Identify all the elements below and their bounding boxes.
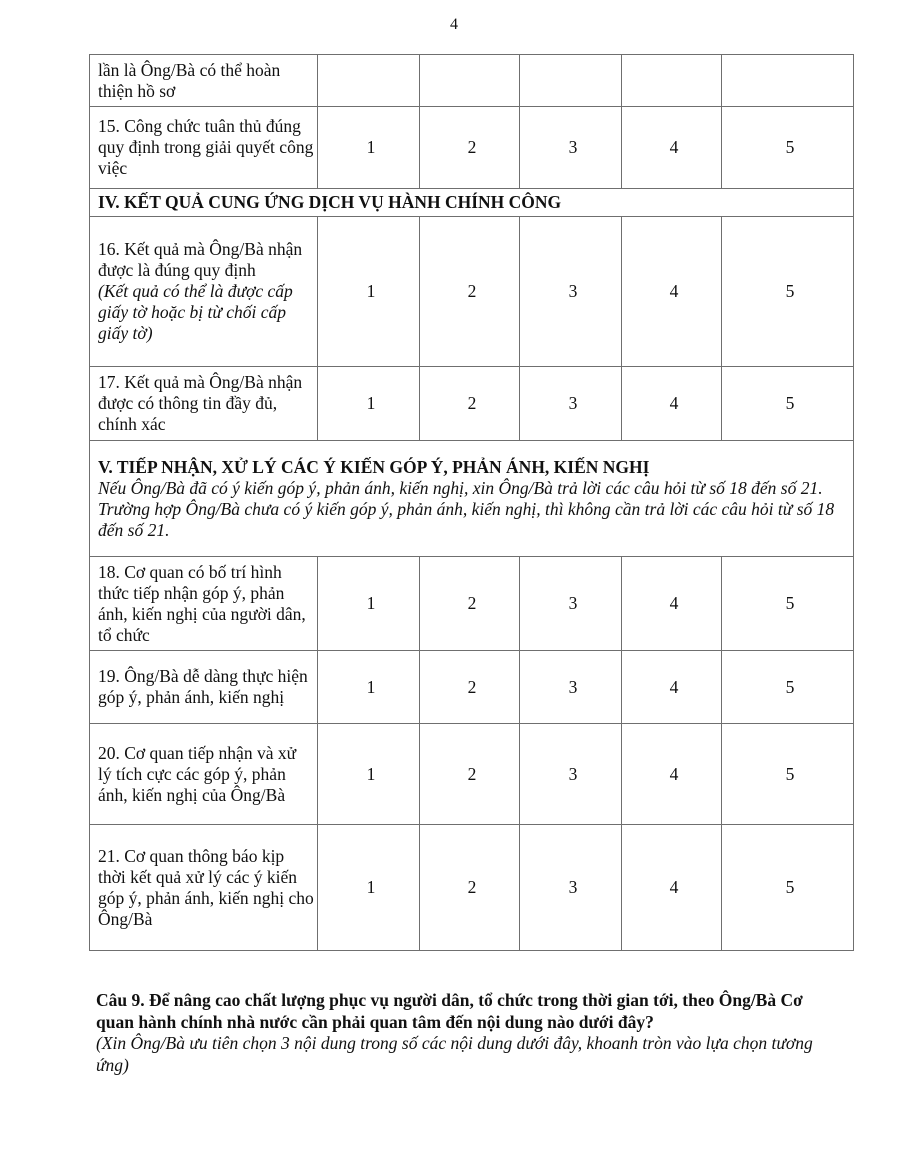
rating-option-1[interactable]: 1 (318, 825, 420, 951)
rating-option-4[interactable]: 4 (622, 557, 722, 651)
question-label: 20. Cơ quan tiếp nhận và xử lý tích cực các góp ý, phản ánh, kiến nghị của Ông/Bà (98, 742, 297, 805)
question-row (90, 107, 854, 189)
rating-option-4[interactable]: 4 (622, 825, 722, 951)
rating-option-2[interactable]: 2 (420, 217, 520, 367)
rating-option-3[interactable]: 3 (520, 367, 622, 441)
section-iv-header-cell (90, 189, 854, 217)
survey-table (89, 54, 854, 951)
question-row (90, 724, 854, 825)
section-v-header-cell (90, 441, 854, 557)
question-row (90, 651, 854, 724)
question-cell (90, 825, 318, 951)
rating-option-3[interactable]: 3 (520, 724, 622, 825)
rating-option-1[interactable]: 1 (318, 367, 420, 441)
question-row (90, 825, 854, 951)
question-cell (90, 107, 318, 189)
rating-option-4[interactable]: 4 (622, 217, 722, 367)
rating-option-1[interactable]: 1 (318, 217, 420, 367)
section-iv-header (90, 189, 854, 217)
question-label: 21. Cơ quan thông báo kịp thời kết quả xử lý các ý kiến góp ý, phản ánh, kiến nghị cho Ông/Bà (98, 845, 314, 929)
continuation-row (90, 55, 854, 107)
section-v-header-note: Nếu Ông/Bà đã có ý kiến góp ý, phản ánh, kiến nghị, xin Ông/Bà trả lời các câu hỏi từ số 18 đến số 21. Trường hợp Ông/Bà chưa có ý kiến góp ý, phản ánh, kiến nghị, thì không cần trả lời các câu hỏi từ số 18 đến số 21. (98, 477, 835, 540)
rating-option-4[interactable]: 4 (622, 651, 722, 724)
rating-option-1[interactable]: 1 (318, 651, 420, 724)
question-note: (Kết quả có thể là được cấp giấy tờ hoặc bị từ chối cấp giấy tờ) (98, 281, 293, 343)
empty-cell (722, 55, 854, 107)
rating-option-2[interactable]: 2 (420, 107, 520, 189)
rating-option-3[interactable]: 3 (520, 825, 622, 951)
rating-option-5[interactable]: 5 (722, 367, 854, 441)
question-label: 17. Kết quả mà Ông/Bà nhận được có thông tin đầy đủ, chính xác (98, 372, 303, 434)
rating-option-2[interactable]: 2 (420, 557, 520, 651)
rating-option-1[interactable]: 1 (318, 107, 420, 189)
question-9-note: (Xin Ông/Bà ưu tiên chọn 3 nội dung trong số các nội dung dưới đây, khoanh tròn vào lựa chọn tương ứng) (96, 1033, 813, 1075)
rating-option-1[interactable]: 1 (318, 557, 420, 651)
rating-option-1[interactable]: 1 (318, 724, 420, 825)
page-number: 4 (450, 16, 458, 33)
rating-option-4[interactable]: 4 (622, 107, 722, 189)
empty-cell (420, 55, 520, 107)
question-row (90, 217, 854, 367)
rating-option-5[interactable]: 5 (722, 651, 854, 724)
question-cell (90, 367, 318, 441)
rating-option-2[interactable]: 2 (420, 367, 520, 441)
rating-option-5[interactable]: 5 (722, 107, 854, 189)
question-row (90, 557, 854, 651)
rating-option-3[interactable]: 3 (520, 217, 622, 367)
rating-option-3[interactable]: 3 (520, 557, 622, 651)
question-cell (90, 217, 318, 367)
section-iv-header-title: IV. KẾT QUẢ CUNG ỨNG DỊCH VỤ HÀNH CHÍNH CÔNG (98, 192, 562, 212)
empty-cell (520, 55, 622, 107)
question-label: 15. Công chức tuân thủ đúng quy định trong giải quyết công việc (98, 116, 314, 178)
question-9-title: Câu 9. Để nâng cao chất lượng phục vụ người dân, tổ chức trong thời gian tới, theo Ông/Bà Cơ quan hành chính nhà nước cần phải quan tâm đến nội dung nào dưới đây? (96, 990, 803, 1032)
empty-cell (622, 55, 722, 107)
question-9 (96, 990, 836, 1076)
question-cell (90, 724, 318, 825)
rating-option-4[interactable]: 4 (622, 724, 722, 825)
rating-option-2[interactable]: 2 (420, 724, 520, 825)
rating-option-3[interactable]: 3 (520, 651, 622, 724)
survey-table-body (90, 55, 854, 951)
rating-option-2[interactable]: 2 (420, 825, 520, 951)
empty-cell (318, 55, 420, 107)
section-v-header-title: V. TIẾP NHẬN, XỬ LÝ CÁC Ý KIẾN GÓP Ý, PHẢN ÁNH, KIẾN NGHỊ (98, 456, 650, 477)
rating-option-5[interactable]: 5 (722, 724, 854, 825)
section-v-header (90, 441, 854, 557)
rating-option-5[interactable]: 5 (722, 557, 854, 651)
rating-option-3[interactable]: 3 (520, 107, 622, 189)
rating-option-4[interactable]: 4 (622, 367, 722, 441)
question-cell (90, 557, 318, 651)
continuation-label: lần là Ông/Bà có thể hoàn thiện hồ sơ (90, 55, 318, 107)
question-label: 16. Kết quả mà Ông/Bà nhận được là đúng quy định (98, 239, 303, 280)
question-row (90, 367, 854, 441)
question-label: 18. Cơ quan có bố trí hình thức tiếp nhận góp ý, phản ánh, kiến nghị của người dân, tổ chức (98, 561, 306, 645)
question-label: 19. Ông/Bà dễ dàng thực hiện góp ý, phản ánh, kiến nghị (98, 666, 308, 707)
question-cell (90, 651, 318, 724)
rating-option-5[interactable]: 5 (722, 825, 854, 951)
rating-option-5[interactable]: 5 (722, 217, 854, 367)
rating-option-2[interactable]: 2 (420, 651, 520, 724)
